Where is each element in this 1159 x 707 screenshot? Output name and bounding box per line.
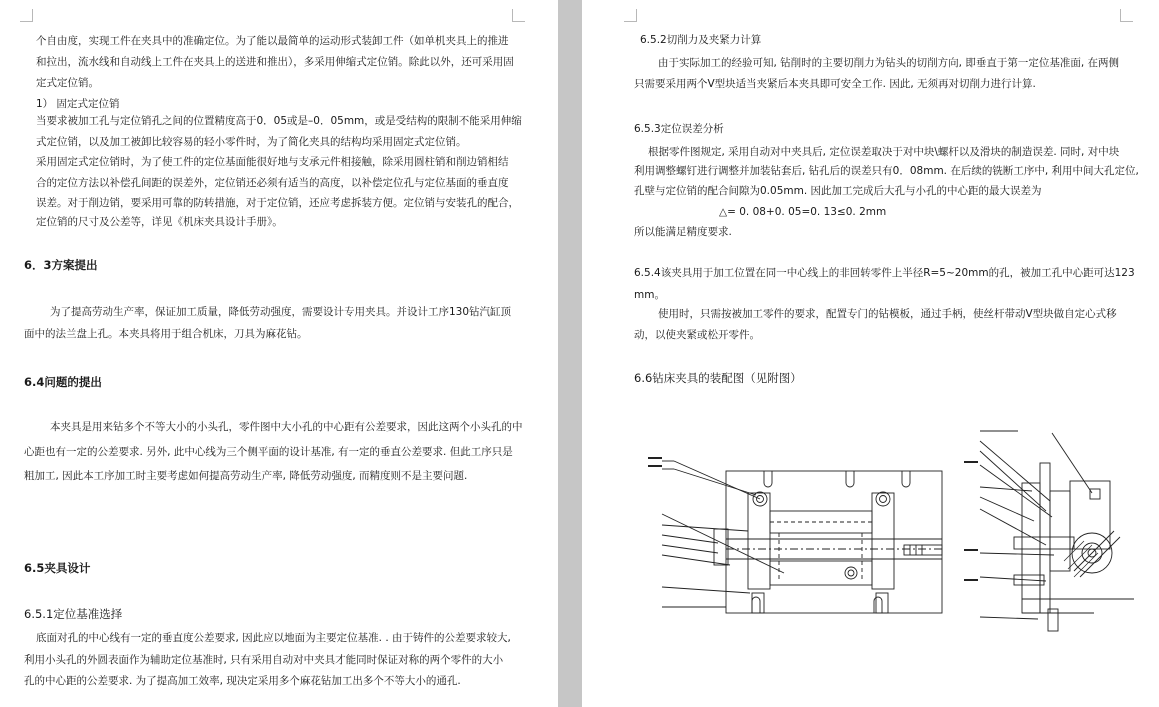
crop-mark xyxy=(1120,9,1133,22)
paragraph-line: 合的定位方法以补偿孔间距的误差外，定位销还必须有适当的高度，以补偿定位孔与定位基面的垂直度 xyxy=(36,177,509,189)
paragraph-line: 动，以使夹紧或松开零件。 xyxy=(634,329,760,341)
section-heading: 6.4问题的提出 xyxy=(24,375,102,389)
paragraph-line: 粗加工, 因此本工序加工时主要考虑如何提高劳动生产率, 降低劳动强度, 而精度则不是主要问题. xyxy=(24,470,468,482)
subsection-heading: 6.5.1定位基准选择 xyxy=(24,607,123,621)
paragraph-line: 只需要采用两个V型块适当夹紧后本夹具即可安全工作. 因此, 无须再对切削力进行计算. xyxy=(634,78,1036,90)
crop-mark xyxy=(20,9,33,22)
document-page-left xyxy=(0,0,558,707)
formula: △= 0. 08+0. 05=0. 13≤0. 2mm xyxy=(719,206,887,218)
paragraph-line: 孔壁与定位销的配合间隙为0.05mm. 因此加工完成后大孔与小孔的中心距的最大误差为 xyxy=(634,185,1042,197)
paragraph-line: 采用固定式定位销时，为了使工件的定位基面能很好地与支承元件相接触，除采用圆柱销和削边销相结 xyxy=(36,156,509,168)
section-heading: 6.6钻床夹具的装配图（见附图） xyxy=(634,371,802,385)
paragraph-line: 定位销的尺寸及公差等，详见《机床夹具设计手册》。 xyxy=(36,216,283,228)
paragraph-line: 式定位销，以及加工被卸比较容易的轻小零件时，为了简化夹具的结构均采用固定式定位销。 xyxy=(36,136,467,148)
paragraph-line: 6.5.4该夹具用于加工位置在同一中心线上的非回转零件上半径R=5~20mm的孔，被加工孔中心距可达123 xyxy=(634,267,1135,279)
paragraph-line: 根据零件图规定, 采用自动对中夹具后, 定位误差取决于对中块\螺杆以及滑块的制造误差. 同时, 对中块 xyxy=(648,146,1120,158)
paragraph-line: 由于实际加工的经验可知, 钻削时的主要切削力为钻头的切削方向, 即垂直于第一定位基准面, 在两侧 xyxy=(658,57,1120,69)
paragraph-line: 所以能满足精度要求. xyxy=(634,226,732,238)
paragraph-line: 个自由度，实现工件在夹具中的准确定位。为了能以最简单的运动形式装卸工件（如单机夹具上的推进 xyxy=(36,35,509,47)
crop-mark xyxy=(512,9,525,22)
paragraph-line: 为了提高劳动生产率，保证加工质量，降低劳动强度，需要设计专用夹具。并设计工序130钻汽缸顶 xyxy=(50,306,512,318)
paragraph-line: 利用小头孔的外圆表面作为辅助定位基准时, 只有采用自动对中夹具才能同时保证对称的两个零件的大小 xyxy=(24,654,504,666)
paragraph-line: mm。 xyxy=(634,289,665,301)
crop-mark xyxy=(624,9,637,22)
paragraph-line: 面中的法兰盘上孔。本夹具将用于组合机床，刀具为麻花钻。 xyxy=(24,328,308,340)
paragraph-line: 利用调整螺钉进行调整并加装钻套后, 钻孔后的误差只有0．08mm. 在后续的铣断工序中, 利用中间大孔定位, xyxy=(634,165,1139,177)
subsection-heading: 6.5.2切削力及夹紧力计算 xyxy=(640,34,762,46)
paragraph-line: 使用时，只需按被加工零件的要求，配置专门的钻模板，通过手柄，使丝杆带动V型块做自定心式移 xyxy=(658,308,1117,320)
list-item-heading: 1） 固定式定位销 xyxy=(36,98,120,110)
paragraph-line: 定式定位销。 xyxy=(36,77,99,89)
paragraph-line: 本夹具是用来钻多个不等大小的小头孔，零件图中大小孔的中心距有公差要求，因此这两个小头孔的中 xyxy=(50,421,523,433)
paragraph-line: 误差。对于削边销，要采用可靠的防转措施，对于定位销，还应考虑拆装方便。定位销与安装孔的配合， xyxy=(36,197,519,209)
assembly-drawing xyxy=(634,421,1139,651)
section-heading: 6.5夹具设计 xyxy=(24,561,91,575)
paragraph-line: 心距也有一定的公差要求. 另外, 此中心线为三个侧平面的设计基准, 有一定的垂直公差要求. 但此工序只是 xyxy=(24,446,513,458)
subsection-heading: 6.5.3定位误差分析 xyxy=(634,123,724,135)
paragraph-line: 当要求被加工孔与定位销孔之间的位置精度高于0．05或是–0．05mm，或是受结构的限制不能采用伸缩 xyxy=(36,115,522,127)
section-heading: 6．3方案提出 xyxy=(24,258,98,272)
paragraph-line: 和拉出，流水线和自动线上工件在夹具上的送进和推出），多采用伸缩式定位销。除此以外，还可采用固 xyxy=(36,56,514,68)
paragraph-line: 底面对孔的中心线有一定的垂直度公差要求, 因此应以地面为主要定位基准. . 由于铸件的公差要求较大, xyxy=(36,632,511,644)
document-page-right xyxy=(582,0,1159,707)
paragraph-line: 孔的中心距的公差要求. 为了提高加工效率, 现决定采用多个麻花钻加工出多个不等大小的通孔. xyxy=(24,675,461,687)
